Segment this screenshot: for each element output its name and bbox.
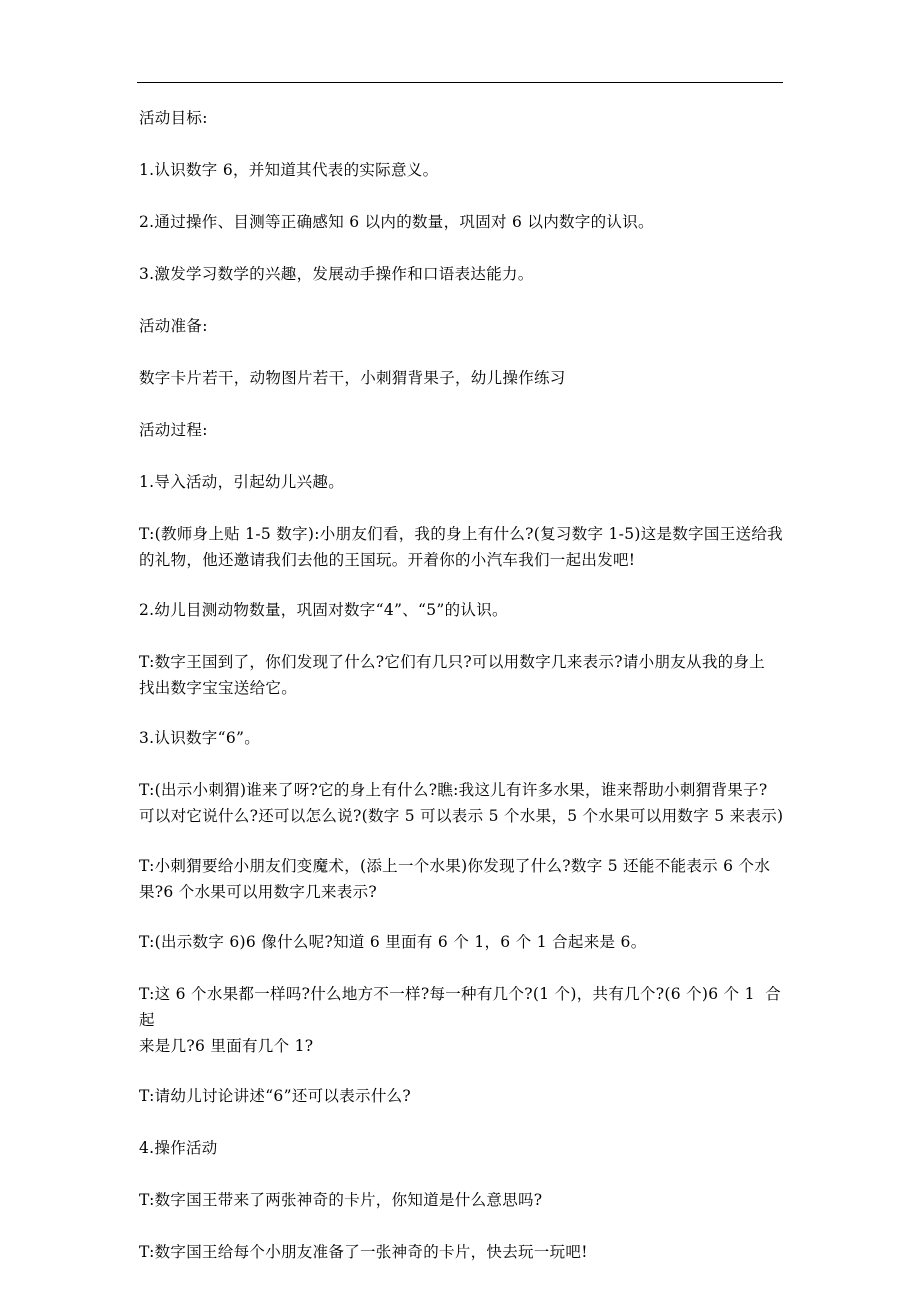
document-body <box>139 105 787 1291</box>
process-step-2: 2.幼儿目测动物数量，巩固对数字“4”、“5”的认识。 <box>139 601 508 619</box>
section-heading-goals: 活动目标: <box>139 109 208 127</box>
teacher-line: T:(教师身上贴 1-5 数字):小朋友们看，我的身上有什么?(复习数字 1-5)这是数字国王送给我 的礼物，他还邀请我们去他的王国玩。开着你的小汽车我们一起出发吧! <box>139 525 783 569</box>
process-step-3: 3.认识数字“6”。 <box>139 729 260 747</box>
teacher-line: T:小刺猬要给小朋友们变魔术，(添上一个水果)你发现了什么?数字 5 还能不能表示 6 个水 果?6 个水果可以用数字几来表示? <box>139 857 771 901</box>
teacher-line: T:数字国王带来了两张神奇的卡片，你知道是什么意思吗? <box>139 1191 543 1209</box>
teacher-line: T:(出示小刺猬)谁来了呀?它的身上有什么?瞧:我这儿有许多水果，谁来帮助小刺猬背果子? 可以对它说什么?还可以怎么说?(数字 5 可以表示 5 个水果，5 个水果可以用数字 5 来表示) <box>139 781 784 825</box>
teacher-line: T:数字王国到了，你们发现了什么?它们有几只?可以用数字几来表示?请小朋友从我的身上 找出数字宝宝送给它。 <box>139 653 766 697</box>
section-heading-preparation: 活动准备: <box>139 317 208 335</box>
goal-item-3: 3.激发学习数学的兴趣，发展动手操作和口语表达能力。 <box>139 265 534 283</box>
goal-item-2: 2.通过操作、目测等正确感知 6 以内的数量，巩固对 6 以内数字的认识。 <box>139 213 654 231</box>
goal-item-1: 1.认识数字 6，并知道其代表的实际意义。 <box>139 161 439 179</box>
header-rule <box>137 82 783 83</box>
process-step-1: 1.导入活动，引起幼儿兴趣。 <box>139 473 344 491</box>
preparation-text: 数字卡片若干，动物图片若干，小刺猬背果子，幼儿操作练习 <box>139 369 566 387</box>
teacher-line: T:这 6 个水果都一样吗?什么地方不一样?每一种有几个?(1 个)，共有几个?(6 个)6 个 1 合起 来是几?6 里面有几个 1? <box>139 985 782 1055</box>
teacher-line: T:(出示数字 6)6 像什么呢?知道 6 里面有 6 个 1，6 个 1 合起来是 6。 <box>139 933 647 951</box>
teacher-line: T:数字国王给每个小朋友准备了一张神奇的卡片，快去玩一玩吧! <box>139 1243 588 1261</box>
teacher-line: T:请幼儿讨论讲述“6”还可以表示什么? <box>139 1087 412 1105</box>
section-heading-process: 活动过程: <box>139 421 208 439</box>
process-step-4: 4.操作活动 <box>139 1139 218 1157</box>
